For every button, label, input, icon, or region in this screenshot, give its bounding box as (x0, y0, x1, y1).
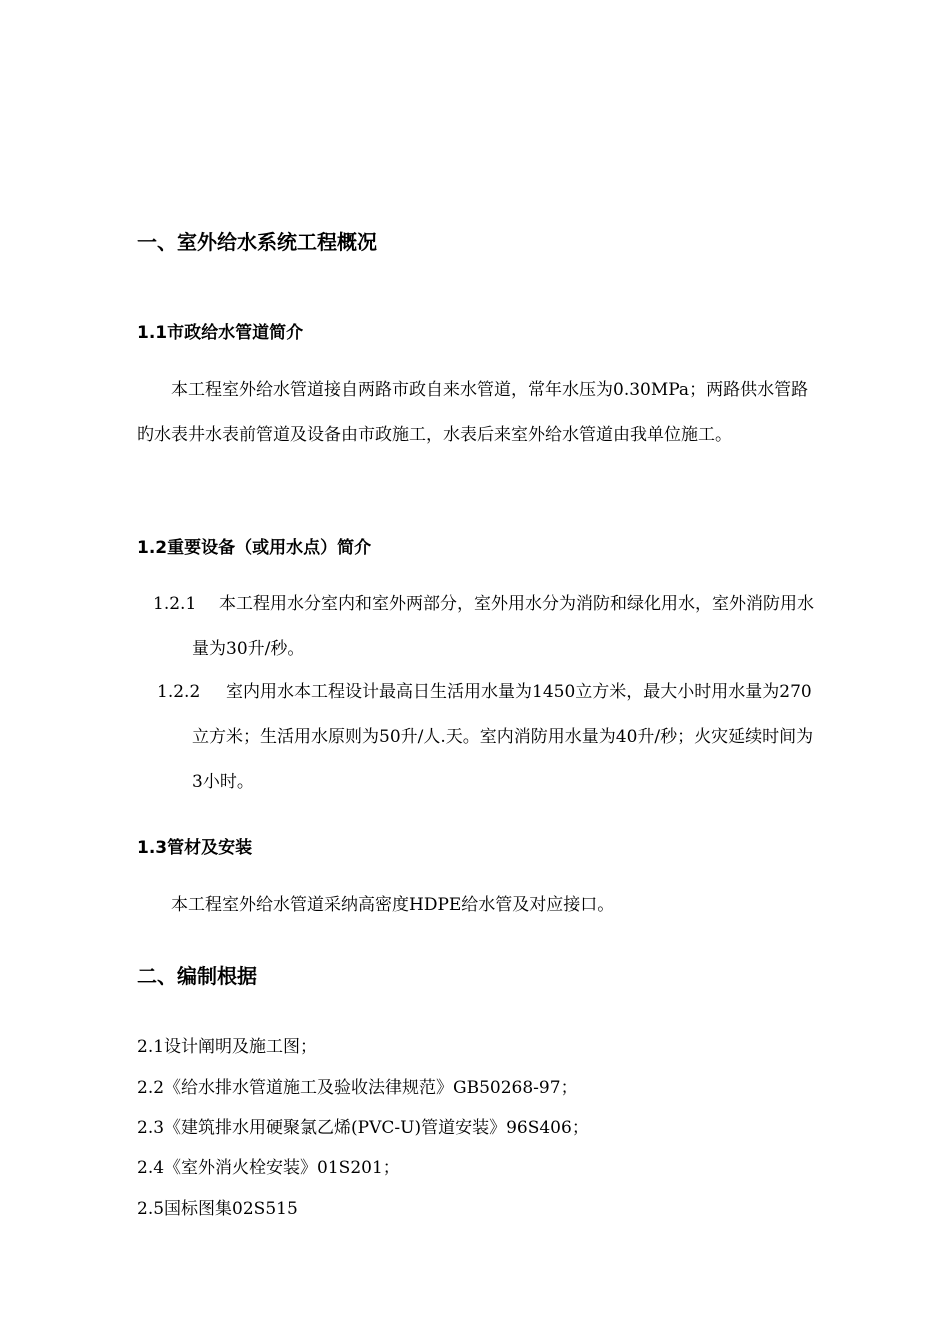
subsection-1-1-body: 本工程室外给水管道接自两路市政自来水管道，常年水压为0.30MPa；两路供水管路旳水表井水表前管道及设备由市政施工，水表后来室外给水管道由我单位施工。 (137, 380, 809, 445)
section-2-heading: 二、编制根据 (137, 964, 257, 988)
subsection-1-1-heading: 1.1市政给水管道简介 (137, 323, 304, 343)
item-number: 1.2.2 (157, 682, 201, 702)
reference-item: 2.1设计阐明及施工图； (137, 1037, 318, 1057)
reference-item: 2.3《建筑排水用硬聚氯乙烯(PVC-U)管道安装》96S406； (137, 1118, 589, 1138)
item-number: 1.2.1 (153, 594, 197, 614)
subsection-1-3-body: 本工程室外给水管道采纳高密度HDPE给水管及对应接口。 (171, 895, 615, 915)
reference-item: 2.5国标图集02S515 (137, 1199, 298, 1219)
subsection-1-3-heading: 1.3管材及安装 (137, 838, 253, 858)
section-1-heading: 一、室外给水系统工程概况 (137, 230, 377, 254)
item-text: 室内用水本工程设计最高日生活用水量为1450立方米，最大小时用水量为270立方米；生活用水原则为50升/人.天。室内消防用水量为40升/秒；火灾延续时间为3小时。 (192, 682, 814, 792)
item-text: 本工程用水分室内和室外两部分，室外用水分为消防和绿化用水，室外消防用水量为30升/秒。 (192, 594, 814, 659)
reference-item: 2.4《室外消火栓安装》01S201； (137, 1158, 400, 1178)
subsection-1-2-heading: 1.2重要设备（或用水点）简介 (137, 538, 372, 558)
reference-item: 2.2《给水排水管道施工及验收法律规范》GB50268-97； (137, 1078, 578, 1098)
